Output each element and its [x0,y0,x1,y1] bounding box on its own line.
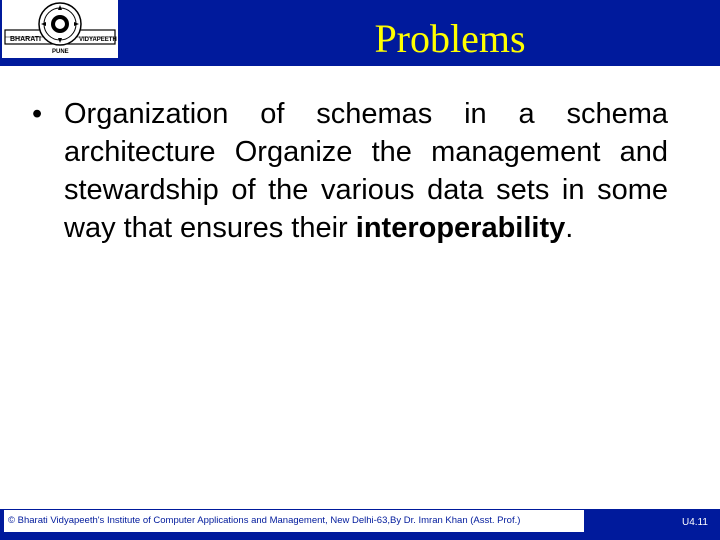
slide-content [32,95,668,247]
footer-copyright: © Bharati Vidyapeeth's Institute of Computer Applications and Management, New Delhi-63,By Dr. Imran Khan (Asst. Prof.) [4,510,584,532]
page-number: U4.11 [682,517,708,528]
bullet-emphasis: interoperability [355,212,566,244]
institute-logo [2,0,118,58]
university-emblem-icon [2,0,118,58]
logo-left-text: BHARATI [10,36,41,43]
bullet-icon: • [32,98,43,130]
slide-title: Problems [374,16,526,61]
logo-right-text: VIDYAPEETH [79,37,117,43]
bullet-body: Organization of schemas in a schema architecture Organize the management and stewardship of the various data sets in some way that ensures their [64,98,668,244]
bullet-text [64,95,668,247]
bullet-end: . [565,212,574,244]
logo-bottom-text: PUNE [52,49,69,55]
bullet-item [32,95,668,247]
